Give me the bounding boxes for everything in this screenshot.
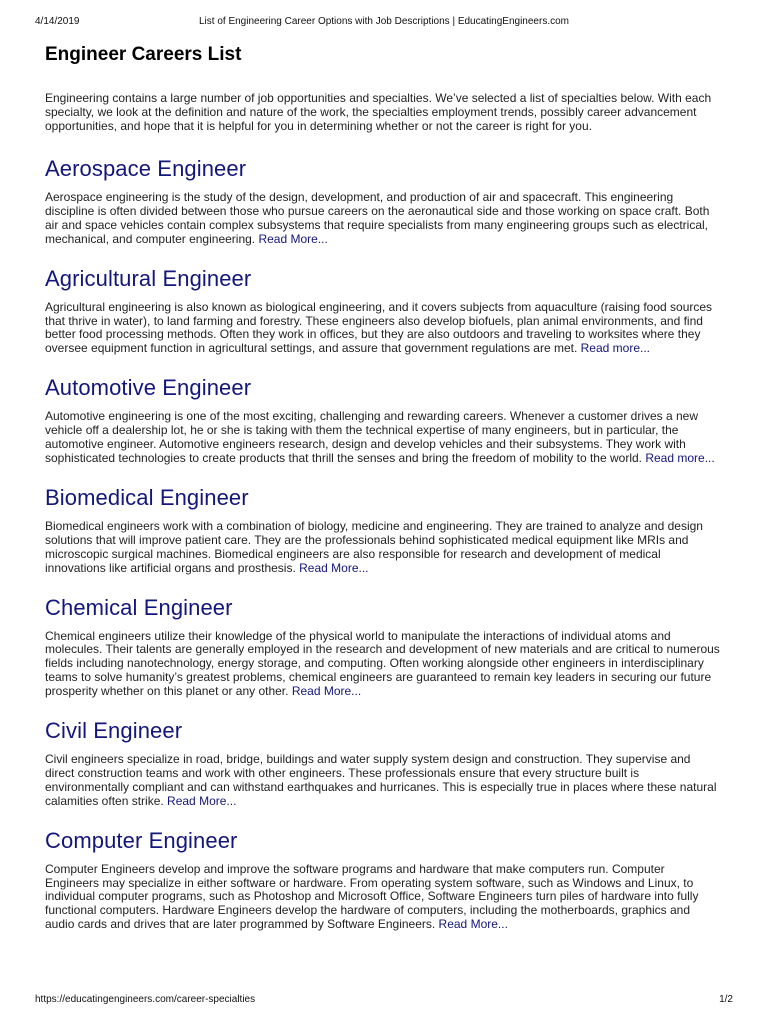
- career-heading: Automotive Engineer: [45, 375, 252, 401]
- career-description: Computer Engineers develop and improve the software programs and hardware that make computers run. Computer Engineers may specialize in either software or hardware. From operating system software, such as Windows and Linux, to individual computer programs, such as Photoshop and Microsoft Office, Software Engineers turn piles of hardware into fully functional computers. Hardware Engineers develop the hardware of computers, including the motherboards, graphics and audio cards and drives that are later programmed by Software Engineers. Read More...: [45, 861, 699, 932]
- read-more-link[interactable]: Read More...: [438, 917, 508, 932]
- career-section-computer: [45, 827, 721, 933]
- print-date: 4/14/2019: [35, 16, 80, 27]
- page-title: Engineer Careers List: [45, 44, 242, 65]
- career-section-aerospace: [45, 155, 721, 247]
- career-section-automotive: [45, 374, 721, 466]
- career-section-agricultural: [45, 265, 721, 357]
- document-title: List of Engineering Career Options with Job Descriptions | EducatingEngineers.com: [198, 16, 569, 27]
- career-description: Biomedical engineers work with a combination of biology, medicine and engineering. They are trained to analyze and design solutions that will improve patient care. They are the professionals behind sophisticated medical equipment like MRIs and microscopic surgical machines. Biomedical engineers are also responsible for research and development of medical innovations like artificial organs and prosthesis. Read More...: [45, 518, 703, 575]
- read-more-link[interactable]: Read More...: [299, 560, 369, 575]
- print-header: [35, 16, 733, 30]
- career-description: Civil engineers specialize in road, bridge, buildings and water supply system design and construction. They supervise and direct construction teams and work with other engineers. These professionals ensure that every structure built is environmentally compliant and can withstand earthquakes and hurricanes. This is especially true in places where these natural calamities often strike. Read More...: [45, 752, 717, 808]
- page-number: 1/2: [719, 994, 733, 1005]
- career-heading: Biomedical Engineer: [45, 484, 249, 510]
- read-more-link[interactable]: Read More...: [291, 684, 362, 699]
- career-heading: Aerospace Engineer: [45, 156, 247, 181]
- career-heading: Computer Engineer: [45, 827, 238, 853]
- career-description: Agricultural engineering is also known as biological engineering, and it covers subjects from aquaculture (raising food sources that thrive in water), to land farming and forestry. These engineers also develop biofuels, plan animal environments, and find better food processing methods. Often they work in offices, but they are also outdoors and traveling to worksites where they oversee equipment function in agricultural settings, and assure that government regulations are met. Read more...: [45, 299, 713, 356]
- page-url: https://educatingengineers.com/career-specialties: [35, 994, 256, 1005]
- career-heading: Civil Engineer: [45, 718, 183, 744]
- career-description: Automotive engineering is one of the most exciting, challenging and rewarding careers. Whenever a customer drives a new vehicle off a dealership lot, he or she is taking with them the technical expertise of many engineers, but in particular, the automotive engineer. Automotive engineers research, design and develop vehicles and their subsystems. They work with sophisticated technologies to create products that thrill the senses and bring the freedom of mobility to the world. Read more...: [45, 409, 715, 465]
- career-section-chemical: [45, 594, 721, 700]
- read-more-link[interactable]: Read More...: [258, 231, 328, 246]
- career-description: Aerospace engineering is the study of the design, development, and production of air and spacecraft. This engineering discipline is often divided between those who pursue careers on the aeronautical side and those working on space craft. Both air and space vehicles contain complex subsystems that require specialists from many engineering groups such as electrical, mechanical, and computer engineering. Read More...: [45, 190, 710, 246]
- career-heading: Agricultural Engineer: [45, 265, 252, 291]
- career-description: Chemical engineers utilize their knowledge of the physical world to manipulate the interactions of individual atoms and molecules. Their talents are generally employed in the research and development of new materials and are critical to numerous fields including nanotechnology, energy storage, and computing. Often working alongside other engineers in interdisciplinary teams to solve humanity’s greatest problems, chemical engineers are guaranteed to remain key leaders in securing our future prosperity whether on this planet or any other. Read More...: [45, 628, 720, 699]
- main-content: [45, 42, 721, 932]
- read-more-link[interactable]: Read more...: [645, 450, 715, 465]
- print-footer: [35, 994, 733, 1008]
- intro-paragraph: Engineering contains a large number of job opportunities and specialties. We’ve selected a list of specialties below. With each specialty, we look at the definition and nature of the work, the specialties employment trends, possibly career advancement opportunities, and hope that it is helpful for you in determining whether or not the career is right for you.: [45, 91, 712, 133]
- career-section-biomedical: [45, 484, 721, 576]
- read-more-link[interactable]: Read More...: [167, 793, 237, 808]
- career-heading: Chemical Engineer: [45, 594, 233, 620]
- read-more-link[interactable]: Read more...: [580, 341, 651, 356]
- career-section-civil: [45, 717, 721, 809]
